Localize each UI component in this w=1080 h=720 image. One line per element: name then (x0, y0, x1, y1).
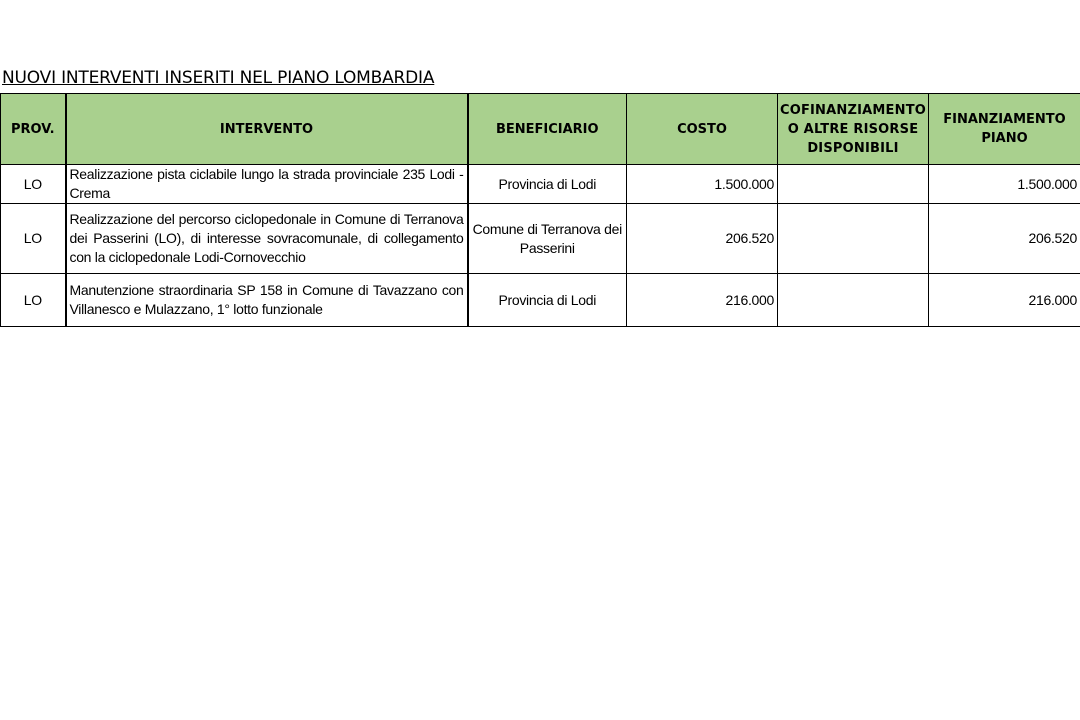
cell-cofinanziamento (778, 165, 929, 204)
header-beneficiario: BENEFICIARIO (468, 94, 627, 165)
cell-costo: 216.000 (627, 274, 778, 327)
cell-finanziamento: 216.000 (929, 274, 1080, 327)
cell-prov: LO (1, 204, 66, 274)
header-costo: COSTO (627, 94, 778, 165)
cell-intervento: Realizzazione pista ciclabile lungo la strada provinciale 235 Lodi - Crema (66, 165, 468, 204)
cell-beneficiario: Comune di Terranova dei Passerini (468, 204, 627, 274)
cell-cofinanziamento (778, 274, 929, 327)
header-prov: PROV. (1, 94, 66, 165)
cell-cofinanziamento (778, 204, 929, 274)
header-intervento: INTERVENTO (66, 94, 468, 165)
table-row (1, 165, 1080, 204)
table-header-row (1, 94, 1080, 165)
interventions-table (0, 93, 1080, 327)
cell-beneficiario: Provincia di Lodi (468, 274, 627, 327)
cell-prov: LO (1, 274, 66, 327)
cell-costo: 206.520 (627, 204, 778, 274)
cell-prov: LO (1, 165, 66, 204)
header-cofinanziamento: COFINANZIAMENTO O ALTRE RISORSE DISPONIBILI (778, 94, 929, 165)
table-row (1, 274, 1080, 327)
cell-intervento: Realizzazione del percorso ciclopedonale in Comune di Terranova dei Passerini (LO), di interesse sovracomunale, di collegamento con la ciclopedonale Lodi-Cornovecchio (66, 204, 468, 274)
page-title: NUOVI INTERVENTI INSERITI NEL PIANO LOMBARDIA (2, 68, 435, 88)
cell-finanziamento: 1.500.000 (929, 165, 1080, 204)
cell-intervento: Manutenzione straordinaria SP 158 in Comune di Tavazzano con Villanesco e Mulazzano, 1° lotto funzionale (66, 274, 468, 327)
cell-finanziamento: 206.520 (929, 204, 1080, 274)
cell-beneficiario: Provincia di Lodi (468, 165, 627, 204)
table-row (1, 204, 1080, 274)
cell-costo: 1.500.000 (627, 165, 778, 204)
header-finanziamento: FINANZIAMENTO PIANO (929, 94, 1080, 165)
